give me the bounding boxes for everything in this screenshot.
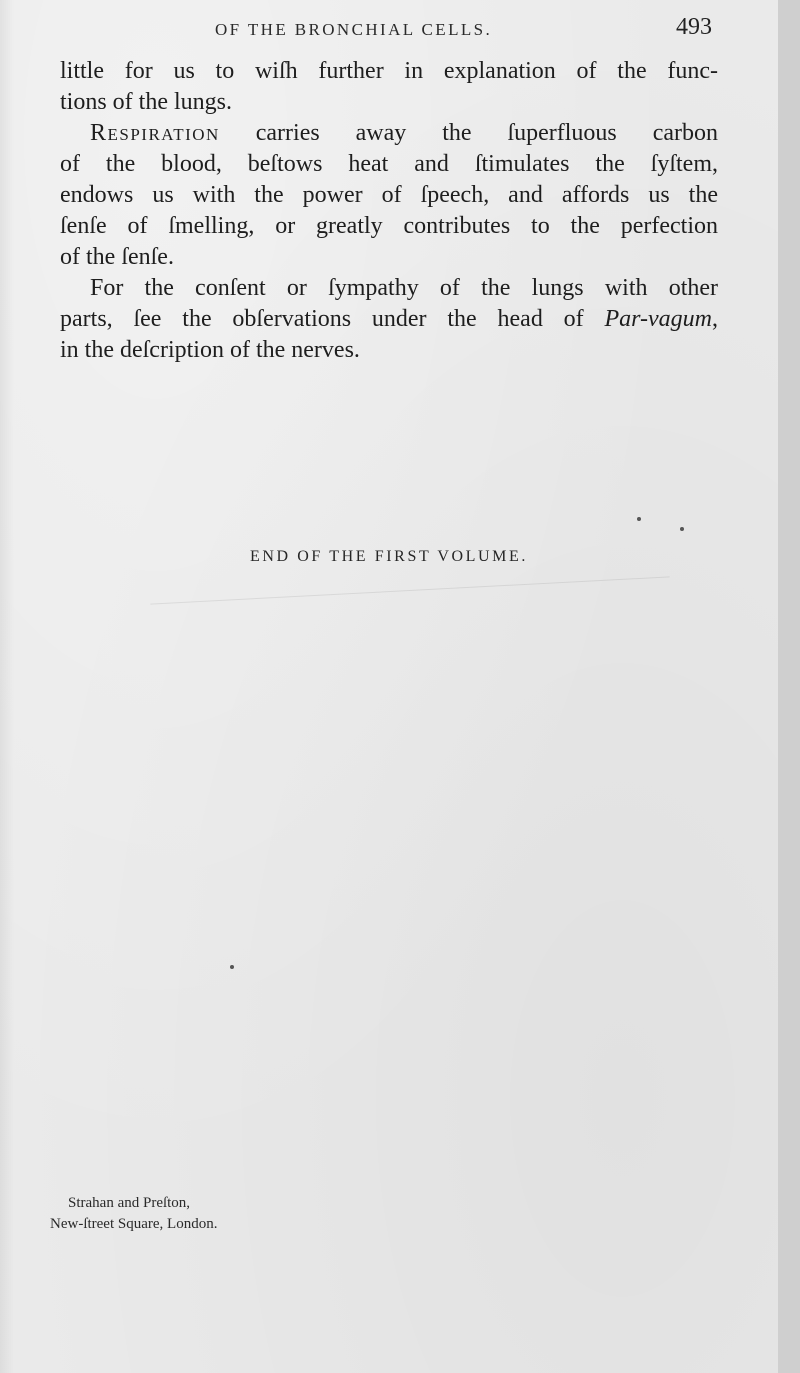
text-line: little for us to wiſh further in explanation of the func- <box>60 58 718 84</box>
running-head <box>60 14 718 48</box>
text-line <box>60 304 718 335</box>
text-line: tions of the lungs. <box>60 89 232 115</box>
body-text <box>60 56 718 366</box>
page-number: 493 <box>676 14 712 40</box>
respiration-smallcaps: Respiration <box>90 120 220 146</box>
text-line-rest: carries away the ſuperfluous carbon <box>219 120 718 146</box>
text-segment: parts, ſee the obſervations under the head of <box>60 306 605 332</box>
text-line: of the blood, beſtows heat and ſtimulates the ſyſtem, <box>60 151 718 177</box>
imprint-line-2: New-ſtreet Square, London. <box>50 1216 218 1232</box>
text-line: in the deſcription of the nerves. <box>60 337 360 363</box>
text-line: For the conſent or ſympathy of the lungs with other <box>90 275 718 301</box>
running-head-title: OF THE BRONCHIAL CELLS. <box>215 20 493 39</box>
paper-speck <box>230 965 234 969</box>
paragraph-3 <box>60 273 718 366</box>
text-line: endows us with the power of ſpeech, and affords us the <box>60 182 718 208</box>
text-line <box>60 118 718 149</box>
par-vagum-italic: Par-vagum <box>604 306 712 332</box>
imprint-line-1: Strahan and Preſton, <box>68 1195 191 1211</box>
paragraph-2 <box>60 118 718 273</box>
paper-speck <box>680 527 684 531</box>
paper-speck <box>637 517 641 521</box>
text-line: of the ſenſe. <box>60 244 174 270</box>
paper-crease <box>150 576 669 604</box>
text-segment: , <box>712 306 718 332</box>
printer-imprint <box>50 1193 217 1235</box>
text-line: ſenſe of ſmelling, or greatly contributes to the perfection <box>60 213 718 239</box>
page-edge <box>778 0 800 1373</box>
paragraph-1 <box>60 56 718 118</box>
page-gutter-shadow <box>0 0 14 1373</box>
end-of-volume-notice: END OF THE FIRST VOLUME. <box>250 548 528 565</box>
